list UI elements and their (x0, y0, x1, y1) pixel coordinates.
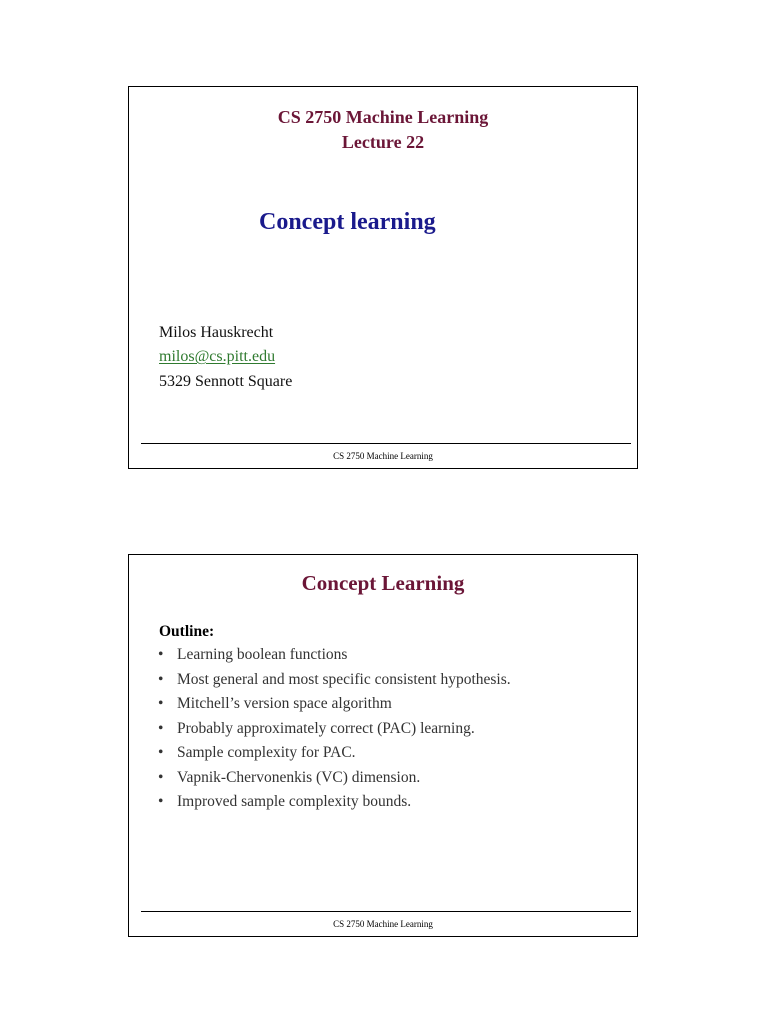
slide-1 (128, 86, 638, 469)
list-item-text: Probably approximately correct (PAC) learning. (177, 719, 475, 737)
slide-2 (128, 554, 638, 937)
bullet-icon: • (158, 670, 164, 688)
list-item (158, 668, 627, 693)
author-office: 5329 Sennott Square (159, 373, 293, 390)
bullet-icon: • (158, 744, 164, 761)
lecture-number: Lecture 22 (341, 132, 425, 152)
author-email-line (159, 348, 275, 366)
list-item (158, 717, 627, 742)
outline-list (158, 643, 627, 815)
list-item-text: Sample complexity for PAC. (177, 744, 356, 761)
list-item-text: Mitchell’s version space algorithm (177, 695, 392, 712)
list-item-text: Most general and most specific consistent hypothesis. (177, 670, 511, 688)
outline-label: Outline: (159, 623, 215, 640)
list-item (158, 692, 627, 717)
list-item-text: Improved sample complexity bounds. (177, 793, 412, 810)
bullet-icon: • (158, 695, 164, 712)
author-name: Milos Hauskrecht (159, 324, 274, 341)
list-item (158, 766, 627, 791)
topic-title: Concept learning (259, 209, 436, 235)
author-email-link[interactable]: milos@cs.pitt.edu (159, 348, 276, 365)
list-item-text: Vapnik-Chervonenkis (VC) dimension. (177, 768, 421, 786)
bullet-icon: • (158, 793, 164, 810)
bullet-icon: • (158, 719, 164, 737)
list-item-text: Learning boolean functions (177, 646, 348, 663)
slide-title: Concept Learning (301, 571, 465, 595)
bullet-icon: • (158, 646, 164, 663)
bullet-icon: • (158, 768, 164, 786)
slide-footer: CS 2750 Machine Learning (333, 919, 433, 929)
slide-footer: CS 2750 Machine Learning (333, 451, 433, 461)
list-item (158, 643, 627, 668)
list-item (158, 790, 627, 815)
footer-divider (141, 911, 631, 912)
course-title: CS 2750 Machine Learning (277, 107, 489, 127)
list-item (158, 741, 627, 766)
footer-divider (141, 443, 631, 444)
